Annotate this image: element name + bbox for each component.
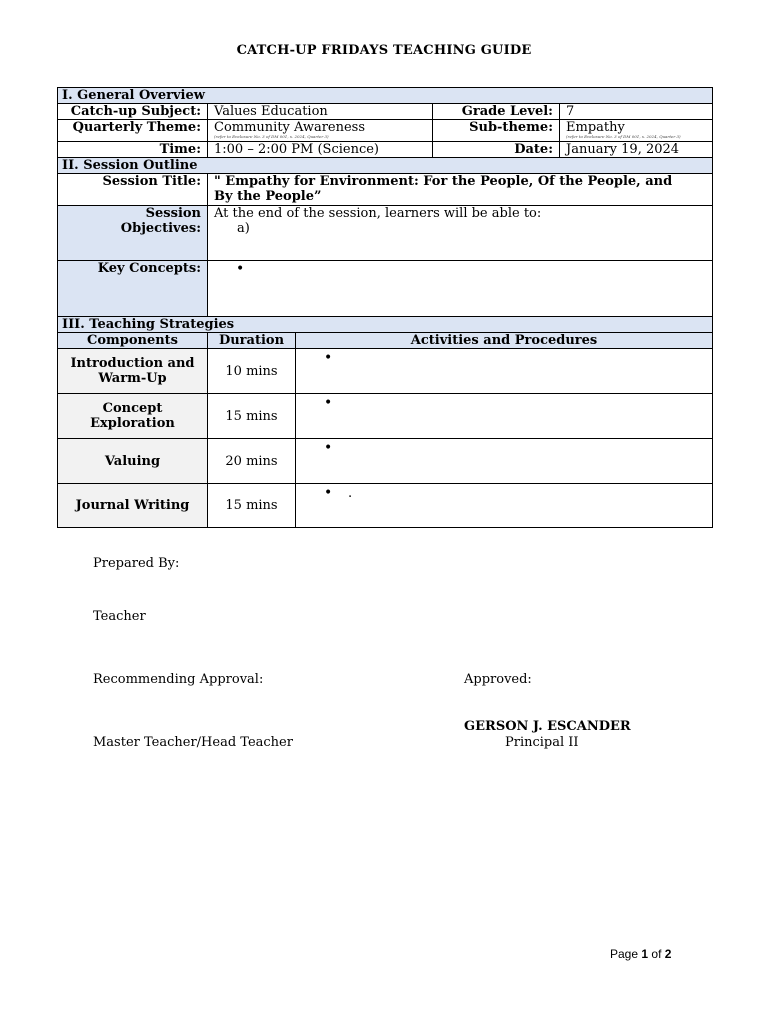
strategy-duration: 10 mins	[208, 349, 296, 394]
col-duration: Duration	[208, 333, 296, 349]
teaching-guide-table	[57, 87, 713, 528]
page-current: 1	[641, 947, 649, 961]
strategy-component	[58, 484, 208, 528]
subtheme-label: Sub-theme:	[433, 120, 560, 142]
date-value: January 19, 2024	[560, 142, 713, 158]
section-general-overview: I. General Overview	[58, 88, 713, 104]
activity-bullet: •	[324, 485, 333, 501]
strategy-activities	[296, 484, 713, 528]
objectives-item: a)	[237, 221, 250, 236]
page-number	[610, 947, 671, 961]
strategy-component	[58, 439, 208, 484]
theme-cell	[208, 120, 433, 142]
strategy-duration: 15 mins	[208, 394, 296, 439]
subject-value: Values Education	[208, 104, 433, 120]
approved-label: Approved:	[464, 672, 532, 687]
activity-bullet: •	[324, 440, 333, 456]
objectives-intro: At the end of the session, learners will be able to:	[214, 206, 542, 221]
strategy-activities	[296, 349, 713, 394]
session-title-label: Session Title:	[58, 174, 208, 206]
page-total: 2	[664, 947, 672, 961]
strategy-row	[58, 349, 713, 394]
strategy-component	[58, 394, 208, 439]
col-components: Components	[58, 333, 208, 349]
objectives-label-line1: Session	[145, 206, 201, 221]
teacher-label: Teacher	[93, 609, 146, 624]
strategy-row	[58, 394, 713, 439]
activity-bullet: •	[324, 350, 333, 366]
key-concepts-label: Key Concepts:	[58, 261, 208, 317]
document-title: CATCH-UP FRIDAYS TEACHING GUIDE	[236, 43, 532, 58]
subtheme-cell	[560, 120, 713, 142]
strategy-activities	[296, 439, 713, 484]
strategy-component	[58, 349, 208, 394]
page-of: of	[651, 947, 662, 961]
component-line1: Introduction and	[70, 356, 195, 371]
theme-label: Quarterly Theme:	[58, 120, 208, 142]
subtheme-note: (refer to Enclosure No. 3 of DM 001, s. 2024, Quarter 3)	[566, 134, 681, 139]
strategy-row	[58, 484, 713, 528]
page-word: Page	[610, 947, 639, 961]
component-line1: Valuing	[104, 453, 161, 469]
session-title-line2: By the People”	[214, 189, 322, 204]
key-concepts-bullet: •	[236, 261, 245, 277]
time-value: 1:00 – 2:00 PM (Science)	[208, 142, 433, 158]
section-session-outline: II. Session Outline	[58, 158, 713, 174]
subject-label: Catch-up Subject:	[58, 104, 208, 120]
strategy-duration: 15 mins	[208, 484, 296, 528]
subtheme-value: Empathy	[566, 120, 625, 135]
master-teacher-label: Master Teacher/Head Teacher	[93, 735, 293, 750]
objectives-label-line2: Objectives:	[120, 221, 201, 236]
key-concepts-value	[208, 261, 713, 317]
component-line2: Warm-Up	[98, 371, 167, 386]
principal-title: Principal II	[505, 735, 579, 750]
date-label: Date:	[433, 142, 560, 158]
activity-extra: .	[348, 486, 353, 501]
prepared-by-label: Prepared By:	[93, 556, 180, 571]
component-line1: Concept	[102, 401, 163, 416]
time-label: Time:	[58, 142, 208, 158]
component-line1: Journal Writing	[75, 498, 190, 513]
strategy-row	[58, 439, 713, 484]
strategy-activities	[296, 394, 713, 439]
activity-bullet: •	[324, 395, 333, 411]
recommending-approval-label: Recommending Approval:	[93, 672, 264, 687]
session-title-line1: " Empathy for Environment: For the People, Of the People, and	[214, 174, 673, 189]
objectives-label	[58, 206, 208, 261]
session-title-value	[208, 174, 713, 206]
component-line2: Exploration	[90, 416, 175, 431]
theme-note: (refer to Enclosure No. 3 of DM 001, s. 2024, Quarter 3)	[214, 134, 329, 139]
col-activities: Activities and Procedures	[296, 333, 713, 349]
grade-label: Grade Level:	[433, 104, 560, 120]
objectives-value	[208, 206, 713, 261]
strategy-duration: 20 mins	[208, 439, 296, 484]
grade-value: 7	[560, 104, 713, 120]
section-teaching-strategies: III. Teaching Strategies	[58, 317, 713, 333]
theme-value: Community Awareness	[214, 120, 366, 135]
principal-name: GERSON J. ESCANDER	[464, 719, 631, 734]
